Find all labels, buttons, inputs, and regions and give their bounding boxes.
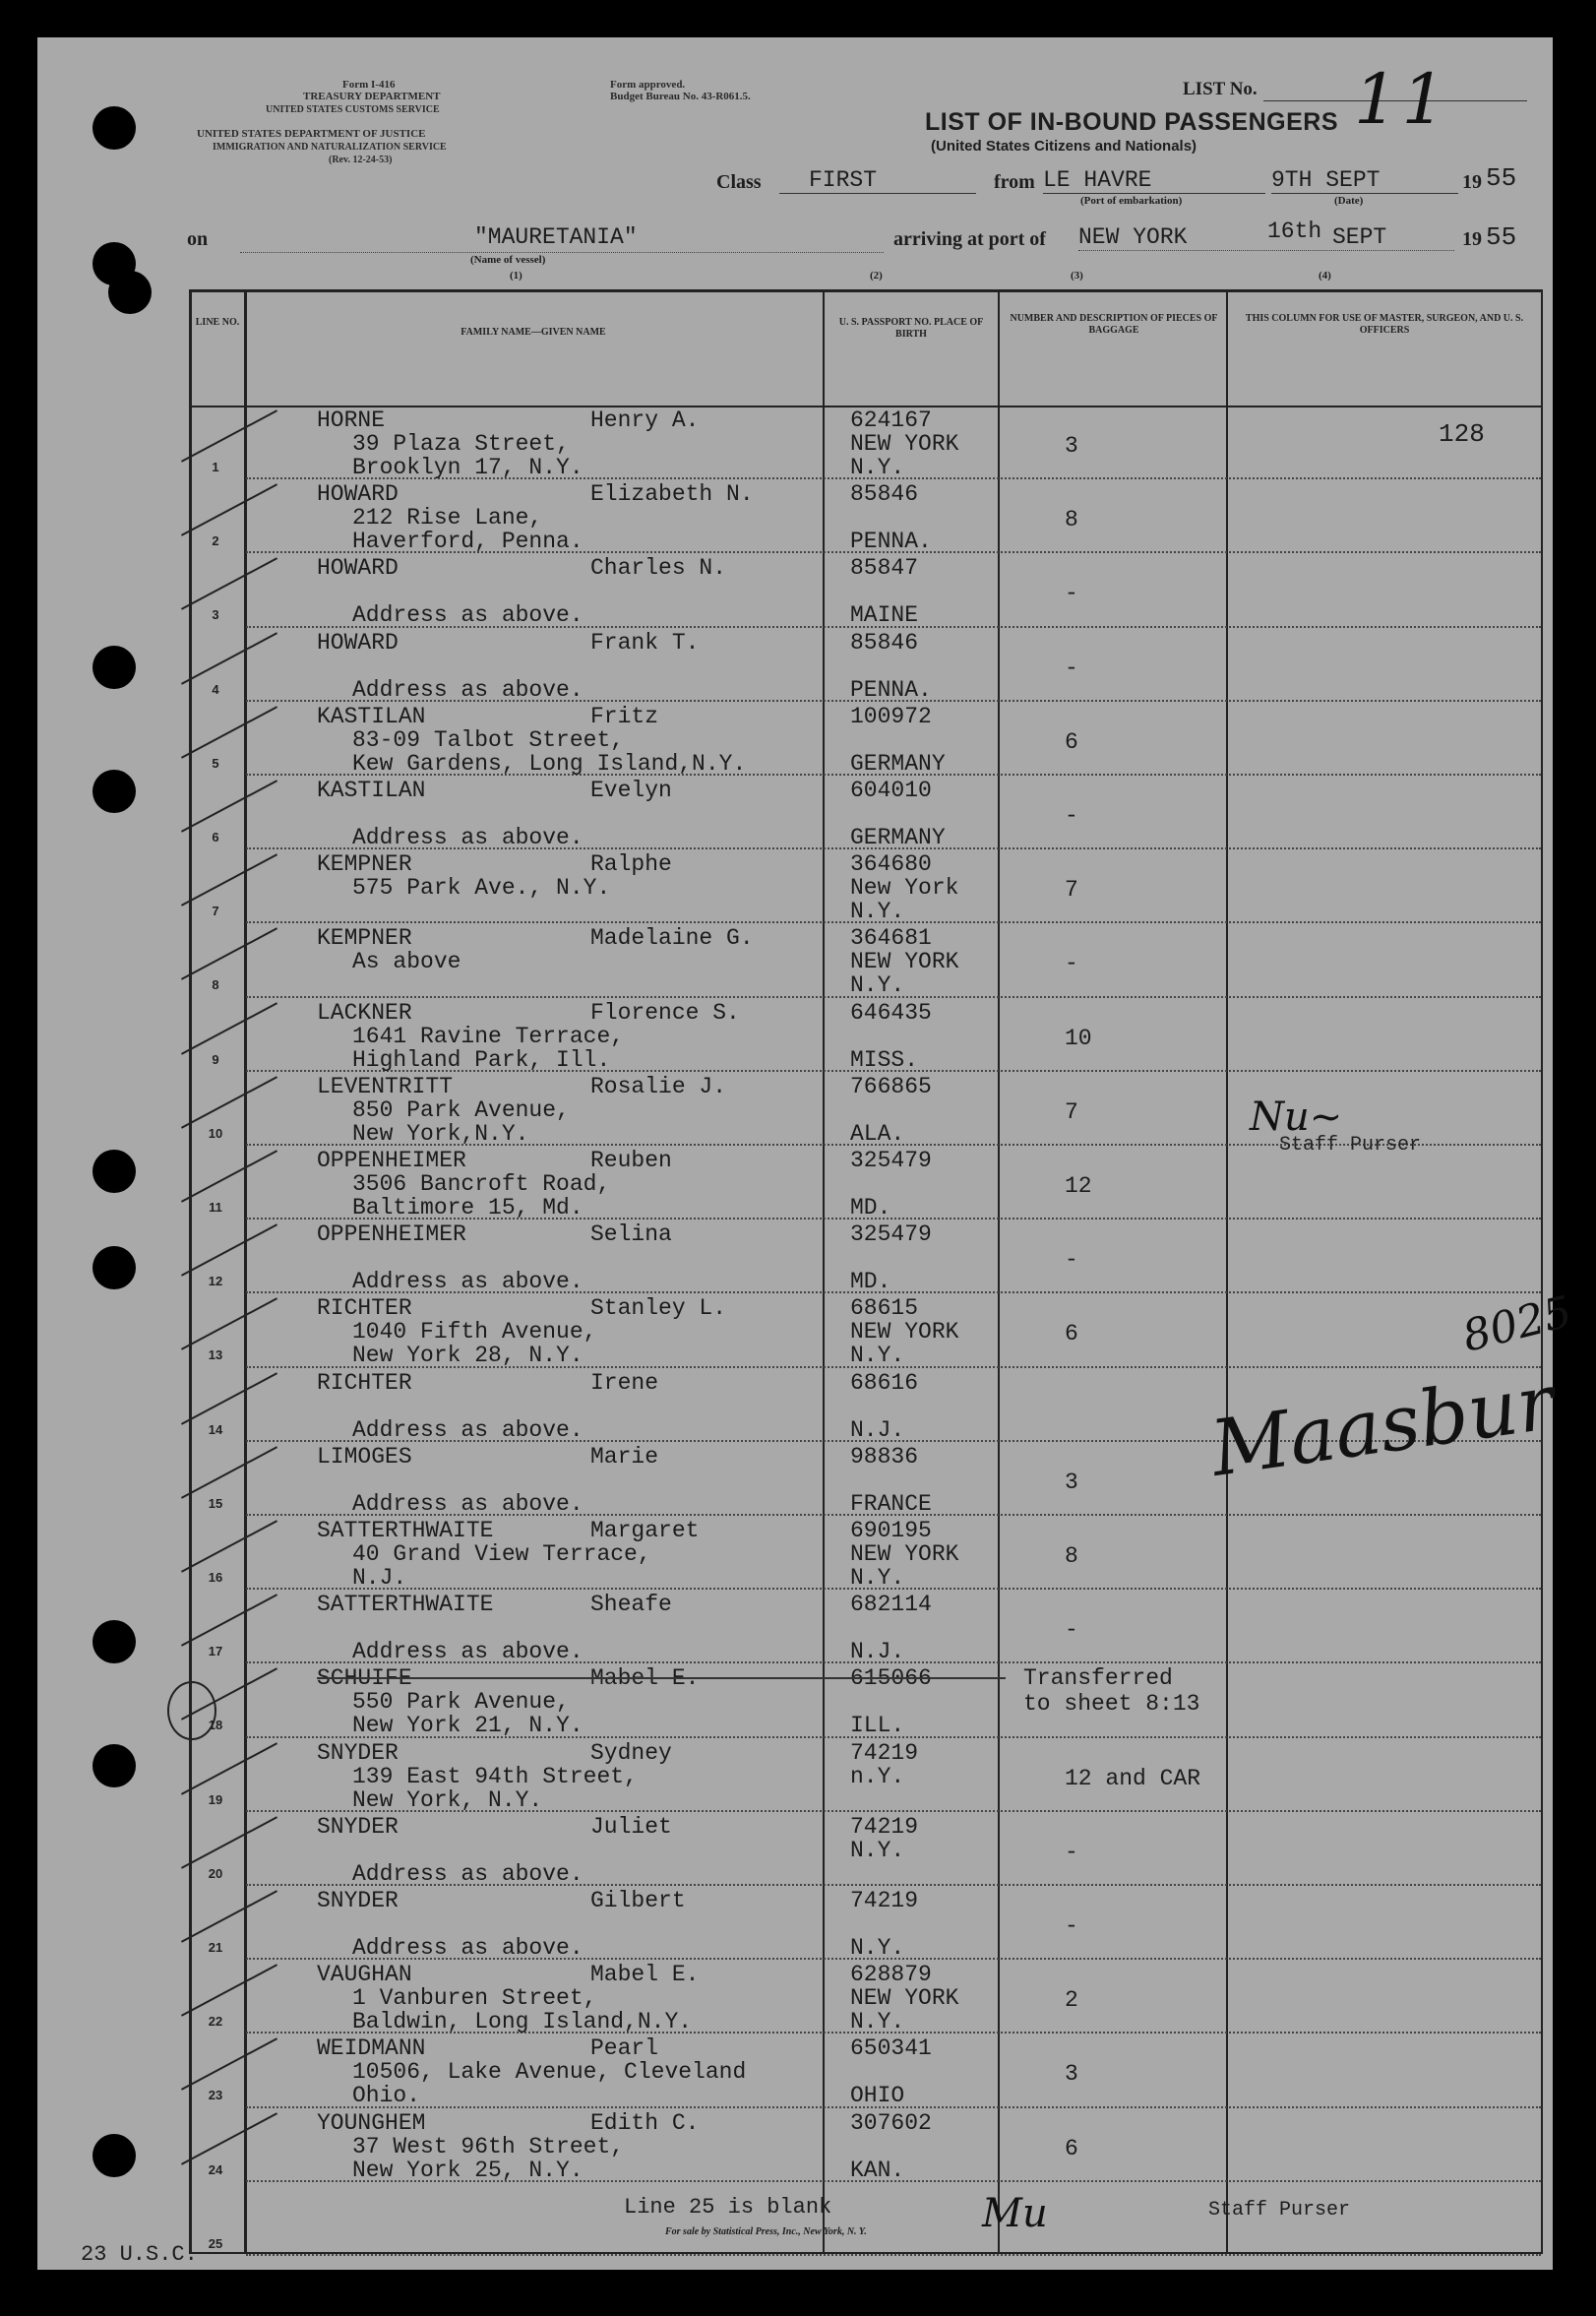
baggage-count: - (1065, 951, 1078, 977)
family-name: OPPENHEIMER (317, 1221, 466, 1248)
address-line-2: Address as above. (352, 676, 583, 703)
given-name: Frank T. (590, 629, 700, 656)
check-mark-icon (181, 483, 277, 535)
birth-line-2: PENNA. (850, 676, 932, 703)
birth-line-1: n.Y. (850, 1763, 905, 1789)
line-number: 11 (209, 1200, 222, 1215)
given-name: Ralphe (590, 851, 672, 878)
check-mark-icon (181, 928, 277, 980)
birth-line-1: New York (850, 875, 959, 902)
line25-blank-note: Line 25 is blank (624, 2195, 832, 2220)
address-line-2: New York 21, N.Y. (352, 1713, 583, 1739)
birth-line-2: MD. (850, 1269, 891, 1295)
year-prefix: 19 (1462, 171, 1482, 193)
row-separator (246, 2254, 1541, 2256)
address-line-2: Address as above. (352, 602, 583, 629)
passport-number: 364681 (850, 925, 932, 952)
given-name: Mabel E. (590, 1665, 700, 1692)
address-line-1: 1040 Fifth Avenue, (352, 1319, 597, 1346)
line-number: 15 (208, 1495, 223, 1511)
check-mark-icon (181, 1223, 277, 1276)
check-mark-icon (181, 409, 277, 462)
birth-line-2: N.Y. (850, 972, 905, 999)
address-line-1: 1 Vanburen Street, (352, 1985, 597, 2012)
baggage-count: 6 (1065, 2135, 1078, 2161)
line-number: 2 (212, 533, 219, 549)
given-name: Florence S. (590, 999, 740, 1026)
given-name: Fritz (590, 703, 659, 729)
passport-number: 307602 (850, 2109, 932, 2136)
baggage-transfer-note: to sheet 8:13 (1023, 1691, 1200, 1718)
table-right-border (1541, 289, 1543, 2254)
baggage-count: - (1065, 1913, 1078, 1939)
baggage-count: - (1065, 581, 1078, 607)
given-name: Stanley L. (590, 1295, 727, 1322)
family-name: HOWARD (317, 555, 399, 582)
address-line-2: Highland Park, Ill. (352, 1046, 611, 1073)
birth-line-1: N.Y. (850, 1837, 905, 1863)
col-header-baggage: NUMBER AND DESCRIPTION OF PIECES OF BAGGAGE (1010, 313, 1218, 336)
usc-code: 23 U.S.C. (81, 2242, 198, 2267)
given-name: Irene (590, 1369, 659, 1396)
birth-line-2: ALA. (850, 1120, 905, 1147)
baggage-count: 10 (1065, 1025, 1092, 1051)
family-name: LEVENTRITT (317, 1073, 454, 1099)
family-name: KEMPNER (317, 851, 412, 878)
address-line-1: 212 Rise Lane, (352, 505, 543, 532)
line-number: 25 (208, 2235, 223, 2251)
passport-number: 325479 (850, 1221, 932, 1248)
col-header-officers: THIS COLUMN FOR USE OF MASTER, SURGEON, AND U. S. OFFICERS (1245, 313, 1524, 336)
birth-line-2: N.Y. (850, 2009, 905, 2035)
check-mark-icon (181, 780, 277, 832)
family-name: RICHTER (317, 1369, 412, 1396)
arrival-port: NEW YORK (1078, 224, 1188, 250)
passport-number: 650341 (850, 2035, 932, 2062)
passport-number: 100972 (850, 703, 932, 729)
given-name: Sydney (590, 1739, 672, 1766)
address-line-2: New York, N.Y. (352, 1786, 543, 1813)
passport-number: 85847 (850, 555, 919, 582)
address-line-1: 550 Park Avenue, (352, 1689, 570, 1716)
col-header-line: LINE NO. (195, 317, 240, 328)
line-number: 21 (208, 1940, 223, 1955)
given-name: Reuben (590, 1148, 672, 1173)
given-name: Rosalie J. (590, 1073, 727, 1099)
ins-service: IMMIGRATION AND NATURALIZATION SERVICE (213, 142, 447, 153)
family-name: VAUGHAN (317, 1962, 412, 1988)
list-title: LIST OF IN-BOUND PASSENGERS (925, 108, 1339, 136)
from-value: LE HAVRE (1043, 167, 1152, 193)
baggage-count: 6 (1065, 728, 1078, 755)
list-no-label: LIST No. (1183, 79, 1258, 99)
check-mark-icon (181, 1594, 277, 1646)
class-underline (779, 193, 976, 194)
address-line-2: Brooklyn 17, N.Y. (352, 455, 583, 480)
address-line-2: Address as above. (352, 1416, 583, 1443)
side-note: 8025 (1457, 1286, 1577, 1362)
baggage-count: - (1065, 803, 1078, 829)
officer-signature: Maasbur (1205, 1358, 1560, 1494)
address-line-1: 1641 Ravine Terrace, (352, 1023, 625, 1049)
table-top-border (189, 289, 1543, 292)
family-name: YOUNGHEM (317, 2109, 426, 2136)
arriving-label: arriving at port of (893, 228, 1046, 250)
baggage-count: - (1065, 1247, 1078, 1274)
address-line-1: 575 Park Ave., N.Y. (352, 875, 611, 902)
baggage-count: - (1065, 1839, 1078, 1865)
baggage-count: 3 (1065, 2061, 1078, 2088)
from-underline (1043, 193, 1265, 194)
family-name: KEMPNER (317, 925, 412, 952)
birth-line-2: GERMANY (850, 750, 946, 777)
line-number: 13 (208, 1347, 223, 1363)
passport-number: 85846 (850, 629, 919, 656)
col-header-name: FAMILY NAME—GIVEN NAME (460, 327, 606, 338)
address-line-2: Ohio. (352, 2083, 421, 2109)
family-name: HORNE (317, 407, 386, 433)
col3-marker: (3) (1071, 270, 1083, 282)
family-name: HOWARD (317, 629, 399, 656)
family-name: SNYDER (317, 1739, 399, 1766)
line-number: 24 (208, 2161, 223, 2177)
passport-number: 68616 (850, 1369, 919, 1396)
address-line-2: Baldwin, Long Island,N.Y. (352, 2009, 693, 2035)
line-number: 14 (208, 1421, 223, 1437)
address-line-1: 37 West 96th Street, (352, 2133, 625, 2160)
family-name: LIMOGES (317, 1443, 412, 1470)
line-number: 12 (208, 1274, 223, 1289)
given-name: Charles N. (590, 555, 727, 582)
birth-line-2: N.Y. (850, 1565, 905, 1591)
line-number: 7 (212, 904, 219, 919)
given-name: Gilbert (590, 1888, 686, 1913)
family-name: SNYDER (317, 1813, 399, 1840)
given-name: Elizabeth N. (590, 481, 754, 508)
transfer-signature: Nu~ (1250, 1095, 1343, 1140)
passport-number: 325479 (850, 1148, 932, 1173)
document-sheet (37, 37, 1577, 2270)
check-mark-icon (181, 1372, 277, 1424)
form-approved: Form approved. (610, 79, 686, 91)
address-line-2: Kew Gardens, Long Island,N.Y. (352, 750, 747, 777)
budget-bureau: Budget Bureau No. 43-R061.5. (610, 91, 751, 102)
baggage-count: 2 (1065, 1987, 1078, 2014)
birth-line-2: OHIO (850, 2083, 905, 2109)
punch-hole (92, 106, 136, 150)
class-value: FIRST (809, 167, 878, 193)
birth-line-2: MISS. (850, 1046, 919, 1073)
from-caption: (Port of embarkation) (1080, 195, 1183, 207)
family-name: HOWARD (317, 481, 399, 508)
col2-marker: (2) (870, 270, 883, 282)
vessel-caption: (Name of vessel) (470, 254, 546, 266)
address-line-2: New York,N.Y. (352, 1120, 529, 1147)
address-line-1: 83-09 Talbot Street, (352, 726, 625, 753)
birth-line-2: ILL. (850, 1713, 905, 1739)
passport-number: 628879 (850, 1962, 932, 1988)
baggage-count: Transferred (1023, 1665, 1173, 1692)
punch-hole (92, 646, 136, 689)
punch-hole (92, 1150, 136, 1193)
passport-number: 690195 (850, 1518, 932, 1543)
on-label: on (187, 228, 209, 250)
check-mark-icon (181, 1742, 277, 1794)
check-mark-icon (181, 706, 277, 758)
from-label: from (994, 171, 1035, 193)
birth-line-2: MD. (850, 1195, 891, 1221)
passport-number: 682114 (850, 1592, 932, 1618)
address-line-1: As above (352, 949, 461, 975)
family-name: SATTERTHWAITE (317, 1518, 494, 1543)
punch-hole (92, 770, 136, 813)
address-line-1: 10506, Lake Avenue, Cleveland (352, 2059, 747, 2086)
address-line-1: 850 Park Avenue, (352, 1096, 570, 1123)
baggage-count: 12 and CAR (1065, 1765, 1201, 1791)
baggage-count: 7 (1065, 1098, 1078, 1125)
officer-note: 128 (1439, 419, 1485, 449)
col-header-passport: U. S. PASSPORT NO. PLACE OF BIRTH (838, 317, 984, 340)
baggage-count: 3 (1065, 433, 1078, 459)
circle-mark (167, 1681, 216, 1740)
baggage-count: 12 (1065, 1173, 1092, 1199)
given-name: Edith C. (590, 2109, 700, 2136)
line-number: 8 (212, 977, 219, 993)
list-no-value: 11 (1354, 59, 1450, 140)
address-line-2: Baltimore 15, Md. (352, 1195, 583, 1221)
passport-number: 615066 (850, 1665, 932, 1692)
passport-number: 85846 (850, 481, 919, 508)
address-line-2: N.J. (352, 1565, 407, 1591)
arrival-month: SEPT (1332, 224, 1387, 250)
family-name: SNYDER (317, 1888, 399, 1913)
birth-line-1: NEW YORK (850, 431, 959, 457)
line-number: 9 (212, 1051, 219, 1067)
check-mark-icon (181, 853, 277, 906)
birth-line-2: N.J. (850, 1416, 905, 1443)
birth-line-1: NEW YORK (850, 1985, 959, 2012)
birth-line-2: GERMANY (850, 825, 946, 850)
line-number: 10 (208, 1125, 223, 1141)
class-label: Class (716, 171, 762, 193)
given-name: Marie (590, 1443, 659, 1470)
passport-number: 74219 (850, 1813, 919, 1840)
passport-number: 74219 (850, 1888, 919, 1913)
address-line-1: 139 East 94th Street, (352, 1763, 638, 1789)
given-name: Margaret (590, 1518, 700, 1543)
arrival-year-prefix: 19 (1462, 228, 1482, 250)
address-line-2: Address as above. (352, 1490, 583, 1517)
passport-number: 364680 (850, 851, 932, 878)
check-mark-icon (181, 2112, 277, 2164)
arrival-year-suffix: 55 (1486, 222, 1517, 252)
list-subtitle: (United States Citizens and Nationals) (931, 138, 1197, 155)
address-line-2: New York 25, N.Y. (352, 2157, 583, 2183)
baggage-count: 8 (1065, 1543, 1078, 1569)
passport-number: 604010 (850, 778, 932, 803)
baggage-count: 8 (1065, 507, 1078, 533)
given-name: Madelaine G. (590, 925, 754, 952)
date-underline (1271, 193, 1458, 194)
line-number: 4 (212, 681, 219, 697)
birth-line-2: N.Y. (850, 455, 905, 480)
revision-date: (Rev. 12-24-53) (329, 155, 393, 165)
address-line-2: Address as above. (352, 1935, 583, 1961)
given-name: Henry A. (590, 407, 700, 433)
arrival-underline (1078, 250, 1454, 251)
birth-line-2: MAINE (850, 602, 919, 629)
family-name: SCHUIFE (317, 1665, 412, 1692)
line-number: 1 (212, 460, 219, 474)
address-line-2: Haverford, Penna. (352, 529, 583, 555)
passport-number: 646435 (850, 999, 932, 1026)
family-name: KASTILAN (317, 703, 426, 729)
birth-line-2: N.Y. (850, 1343, 905, 1369)
line-number: 19 (208, 1791, 223, 1807)
check-mark-icon (181, 1964, 277, 2016)
check-mark-icon (181, 1520, 277, 1572)
family-name: OPPENHEIMER (317, 1148, 466, 1173)
birth-line-1: NEW YORK (850, 949, 959, 975)
birth-line-2: PENNA. (850, 529, 932, 555)
staff-purser-mid: Staff Purser (1279, 1134, 1422, 1157)
line-number: 6 (212, 830, 219, 845)
vessel-name: "MAURETANIA" (474, 224, 638, 250)
printer-credit: For sale by Statistical Press, Inc., New York, N. Y. (665, 2226, 867, 2237)
check-mark-icon (181, 1816, 277, 1868)
customs-service: UNITED STATES CUSTOMS SERVICE (266, 104, 440, 115)
baggage-count: 3 (1065, 1469, 1078, 1495)
line-number: 20 (208, 1865, 223, 1881)
address-line-2: Address as above. (352, 1860, 583, 1887)
passport-number: 766865 (850, 1073, 932, 1099)
birth-line-1: NEW YORK (850, 1541, 959, 1567)
arrival-day: 16th (1267, 219, 1322, 244)
check-mark-icon (181, 1002, 277, 1054)
staff-purser-bottom: Staff Purser (1208, 2199, 1351, 2222)
vessel-underline (240, 252, 884, 253)
passport-number: 98836 (850, 1443, 919, 1470)
line25-initials: Mu (982, 2191, 1048, 2236)
baggage-count: 7 (1065, 877, 1078, 904)
birth-line-2: KAN. (850, 2157, 905, 2183)
birth-line-2: FRANCE (850, 1490, 932, 1517)
baggage-count: - (1065, 655, 1078, 681)
given-name: Juliet (590, 1813, 672, 1840)
family-name: LACKNER (317, 999, 412, 1026)
date-caption: (Date) (1334, 195, 1364, 207)
passport-number: 624167 (850, 407, 932, 433)
treasury-department: TREASURY DEPARTMENT (303, 91, 441, 102)
punch-hole (92, 2134, 136, 2177)
baggage-count: - (1065, 1617, 1078, 1644)
birth-line-2: N.Y. (850, 899, 905, 925)
family-name: SATTERTHWAITE (317, 1592, 494, 1618)
family-name: WEIDMANN (317, 2035, 426, 2062)
address-line-2: Address as above. (352, 1639, 583, 1665)
line-number: 17 (208, 1644, 223, 1659)
line-number: 5 (212, 755, 219, 771)
check-mark-icon (181, 1150, 277, 1202)
given-name: Evelyn (590, 778, 672, 803)
form-number: Form I-416 (342, 79, 396, 91)
check-mark-icon (181, 1298, 277, 1350)
departure-date: 9TH SEPT (1271, 167, 1381, 193)
punch-hole (92, 1744, 136, 1787)
line-number: 23 (208, 2088, 223, 2103)
address-line-1: 39 Plaza Street, (352, 431, 570, 457)
birth-line-1: NEW YORK (850, 1319, 959, 1346)
check-mark-icon (181, 558, 277, 610)
line-number: 3 (212, 607, 219, 623)
given-name: Selina (590, 1221, 672, 1248)
family-name: KASTILAN (317, 778, 426, 803)
address-line-1: 40 Grand View Terrace, (352, 1541, 651, 1567)
address-line-2: Address as above. (352, 1269, 583, 1295)
col4-marker: (4) (1319, 270, 1331, 282)
check-mark-icon (181, 1446, 277, 1498)
passenger-table (189, 289, 1543, 2254)
passport-number: 74219 (850, 1739, 919, 1766)
year-suffix: 55 (1486, 163, 1517, 193)
check-mark-icon (181, 2038, 277, 2091)
family-name: RICHTER (317, 1295, 412, 1322)
birth-line-2: N.Y. (850, 1935, 905, 1961)
given-name: Sheafe (590, 1592, 672, 1618)
line-number: 16 (208, 1570, 223, 1585)
col1-marker: (1) (510, 270, 522, 282)
check-mark-icon (181, 632, 277, 684)
department-of-justice: UNITED STATES DEPARTMENT OF JUSTICE (197, 128, 426, 140)
passport-number: 68615 (850, 1295, 919, 1322)
strike-through (317, 1677, 1006, 1679)
birth-line-2: N.J. (850, 1639, 905, 1665)
line-number: 18 (208, 1718, 223, 1733)
address-line-2: New York 28, N.Y. (352, 1343, 583, 1369)
baggage-count: 6 (1065, 1321, 1078, 1347)
punch-hole (92, 1620, 136, 1663)
given-name: Mabel E. (590, 1962, 700, 1988)
line-number: 22 (208, 2014, 223, 2030)
address-line-1: 3506 Bancroft Road, (352, 1171, 611, 1197)
address-line-2: Address as above. (352, 825, 583, 850)
check-mark-icon (181, 1076, 277, 1128)
punch-hole (108, 271, 152, 314)
punch-hole (92, 1246, 136, 1289)
given-name: Pearl (590, 2035, 659, 2062)
check-mark-icon (181, 1890, 277, 1942)
